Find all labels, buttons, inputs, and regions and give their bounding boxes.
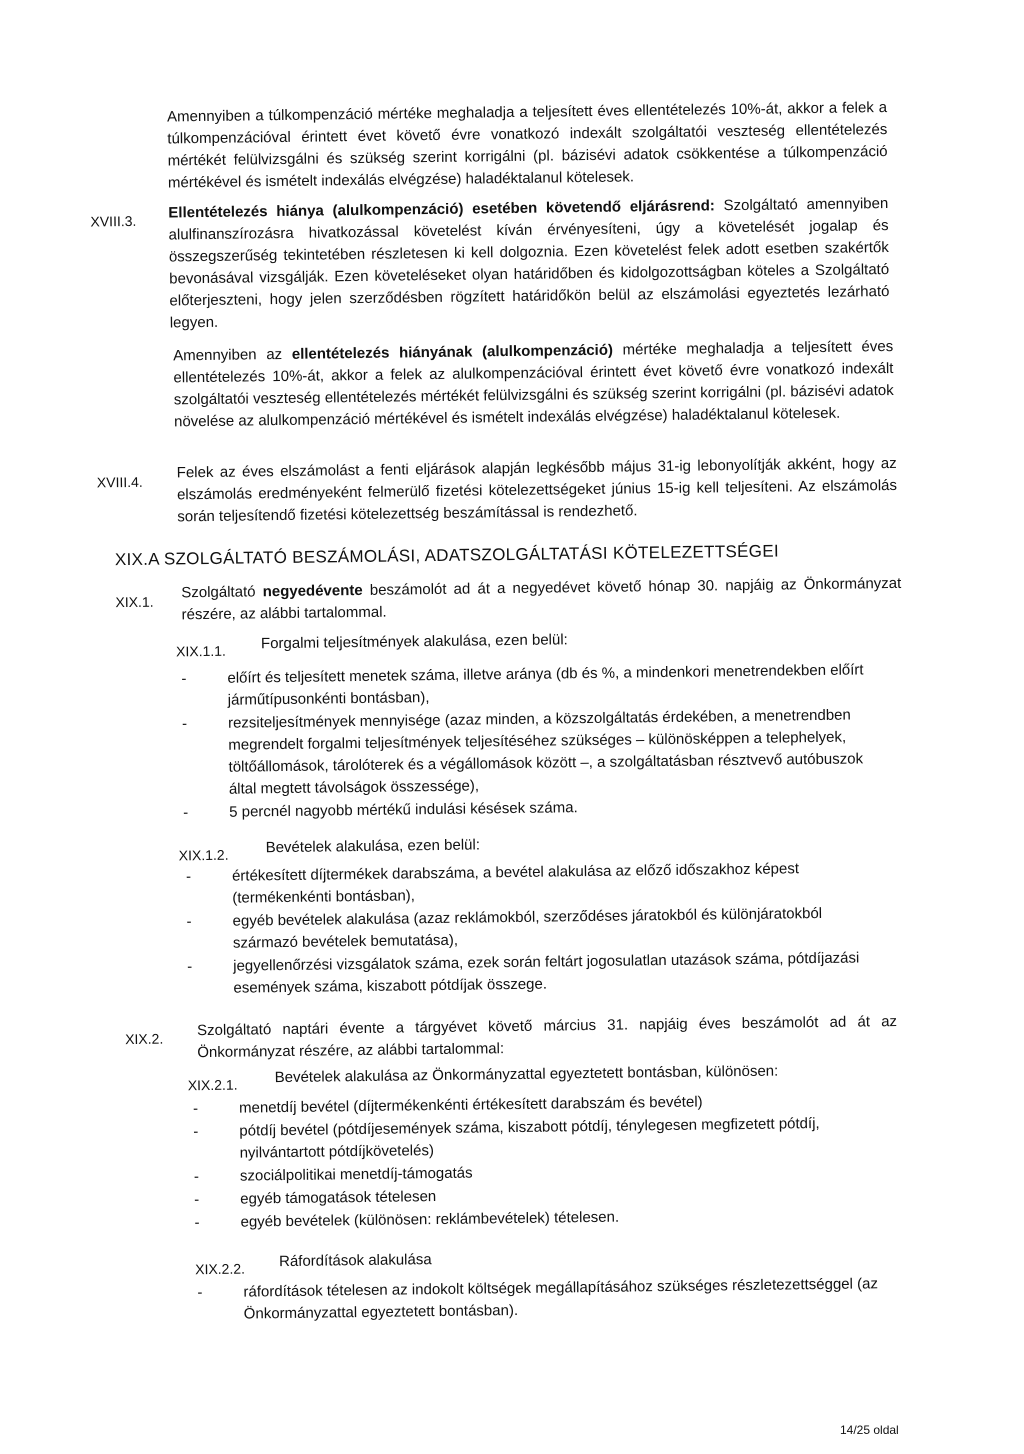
list-dash: -: [183, 804, 189, 822]
section-xix-1-1-title: Forgalmi teljesítmények alakulása, ezen belül:: [260, 631, 568, 653]
chapter-xix-heading: XIX.A SZOLGÁLTATÓ BESZÁMOLÁSI, ADATSZOLGÁLTATÁSI KÖTELEZETTSÉGEI: [114, 541, 780, 570]
section-xviii-3-body: Szolgáltató amennyiben alulfinanszírozásra hivatkozással követelést kíván érvényesíteni, úgy a követelését jogalap és összegszerűség tekintetében részletesen ki kell dolgoznia. Ezen követelést felek adott esetben szakértők bevonásával vizsgálják. Ezen követeléseket olyan határidőben és kidolgozottságban köteles a Szolgáltató előterjeszteni, hogy jelen szerződésben rögzített határidőkön belül az elszámolási egyeztetés lezárható legyen.: [168, 195, 890, 332]
list-xix-2-2: [197, 1273, 898, 1327]
section-number-xix-2: XIX.2.: [125, 1030, 164, 1048]
list-item: [181, 659, 882, 712]
section-number-xix-1-2: XIX.1.2.: [178, 846, 229, 864]
list-item-text: pótdíj bevétel (pótdíjesemények száma, kiszabott pótdíj, ténylegesen megfizetett pótdíj, nyilvántartott pótdíjkövetelés): [239, 1115, 820, 1162]
list-dash: -: [197, 1284, 203, 1302]
overcompensation-paragraph: Amennyiben a túlkompenzáció mértéke meghaladja a teljesített éves ellentételezés 10%-át, akkor a felek a túlkompenzációval érintett évet követő évre vonatkozó indexált szolgáltatói veszteség ellentételezés mértékét felülvizsgálni és szükség szerint korrigálni (pl. bázisévi adatok csökkentése a túlkompenzáció mértékével és ismételt indexálás elvégzése) haladéktalanul kötelesek.: [166, 99, 888, 192]
list-dash: -: [181, 715, 188, 733]
list-xix-2-1: [193, 1089, 895, 1235]
section-number-xix-1-1: XIX.1.1.: [175, 642, 226, 660]
xix-1-pre: Szolgáltató: [181, 583, 263, 602]
list-item: [197, 1273, 898, 1326]
list-dash: -: [181, 670, 187, 688]
list-item: [186, 902, 887, 955]
list-item: [187, 947, 888, 1000]
section-xviii-3-text: [168, 193, 890, 334]
list-item-text: szociálpolitikai menetdíj-támogatás: [239, 1164, 473, 1185]
list-xix-1-2: [186, 857, 888, 1001]
section-number-xix-1: XIX.1.: [115, 593, 154, 611]
list-item: [193, 1112, 894, 1165]
list-dash: -: [193, 1168, 200, 1186]
list-item-text: rezsiteljesítmények mennyisége (azaz minden, a közszolgáltatás érdekében, a menetrendben megrendelt forgalmi teljesítmények teljesítéséhez szükséges – különösképpen a telephelyek, töltőállomások, tárolóterek és a végállomások között –, a szolgáltatásban résztvevő autóbuszok által megtett távolságok összessége),: [227, 706, 864, 798]
section-xix-1-text: [181, 573, 902, 626]
list-item: [186, 857, 887, 910]
list-item-text: előírt és teljesített menetek száma, illetve aránya (db és %, a mindenkori menetrendekben előírt járműtípusonkénti bontásban),: [227, 661, 864, 709]
list-xix-1-1: [181, 659, 883, 825]
section-xix-2-1-title: Bevételek alakulása az Önkormányzattal egyeztetett bontásban, különösen:: [274, 1062, 779, 1087]
list-dash: -: [193, 1123, 199, 1141]
undercomp-pre: Amennyiben az: [173, 345, 292, 365]
undercomp-post: mértéke meghaladja a teljesített éves ellentételezés 10%-át, akkor a felek az alulkompenzációval érintett évet követő évre vonatkozó indexált szolgáltatói veszteség ellentételezés mértékét felülvizsgálni és szükség szerint korrigálni (pl. bázisévi adatok növelése az alulkompenzáció mértékével és ismételt indexálás elvégzése) haladéktalanul kötelesek.: [173, 337, 894, 431]
list-item-text: menetdíj bevétel (díjtermékenkénti értékesített darabszám és bevétel): [238, 1093, 703, 1117]
list-item-text: ráfordítások tételesen az indokolt költségek megállapításához szükséges részletezettséggel (az Önkormányzattal egyeztetett bontásban).: [243, 1275, 879, 1323]
list-dash: -: [187, 958, 193, 976]
list-dash: -: [194, 1214, 200, 1232]
list-dash: -: [186, 913, 192, 931]
xix-1-bold: negyedévente: [262, 581, 363, 601]
list-item-text: egyéb bevételek (különösen: reklámbevételek) tételesen.: [240, 1208, 620, 1231]
undercompensation-paragraph: [173, 336, 894, 433]
section-number-xix-2-2: XIX.2.2.: [195, 1260, 246, 1278]
list-item-text: jegyellenőrzési vizsgálatok száma, ezek során feltárt jogosulatlan utazások száma, pótdíjazási események száma, kiszabott pótdíjak összege.: [233, 949, 860, 997]
list-item: [182, 704, 883, 801]
section-number-xviii-4: XVIII.4.: [96, 473, 143, 491]
section-xix-1-2-title: Bevételek alakulása, ezen belül:: [265, 836, 481, 857]
section-number-xix-2-1: XIX.2.1.: [187, 1076, 238, 1094]
list-item-text: egyéb támogatások tételesen: [240, 1188, 437, 1208]
section-xviii-4-text: Felek az éves elszámolást a fenti eljárások alapján legkésőbb május 31-ig lebonyolítják akként, hogy az elszámolás eredményeként felmerülő fizetési kötelezettségeket június 15-ig kell teljesíteni. Az elszámolás során teljesítendő fizetési kötelezettség beszámítással is rendezhető.: [176, 454, 898, 526]
section-xix-2-text: Szolgáltató naptári évente a tárgyévet követő március 31. napjáig éves beszámolót ad át az Önkormányzat részére, az alábbi tartalommal:: [196, 1012, 898, 1062]
list-dash: -: [185, 868, 192, 886]
undercomp-bold: ellentételezés hiányának (alulkompenzáció): [291, 341, 614, 363]
section-number-xviii-3: XVIII.3.: [90, 212, 137, 230]
list-dash: -: [194, 1191, 200, 1209]
list-item-text: 5 percnél nagyobb mértékű indulási késések száma.: [229, 799, 578, 821]
section-xviii-3-bold: Ellentételezés hiánya (alulkompenzáció) esetében követendő eljárásrend:: [168, 197, 715, 222]
list-item-text: értékesített díjtermékek darabszáma, a bevétel alakulása az előző időszakhoz képest (termékenkénti bontásban),: [231, 860, 800, 907]
section-xix-2-2-title: Ráfordítások alakulása: [278, 1251, 432, 1271]
page-number-footer: 14/25 oldal: [840, 1423, 899, 1437]
list-item-text: egyéb bevételek alakulása (azaz reklámokból, szerződéses járatokból és különjáratokból származó bevételek bemutatása),: [232, 904, 823, 952]
xix-1-post: beszámolót ad át a negyedévet követő hónap 30. napjáig az Önkormányzat részére, az alábbi tartalommal.: [181, 574, 902, 624]
list-dash: -: [192, 1100, 199, 1118]
